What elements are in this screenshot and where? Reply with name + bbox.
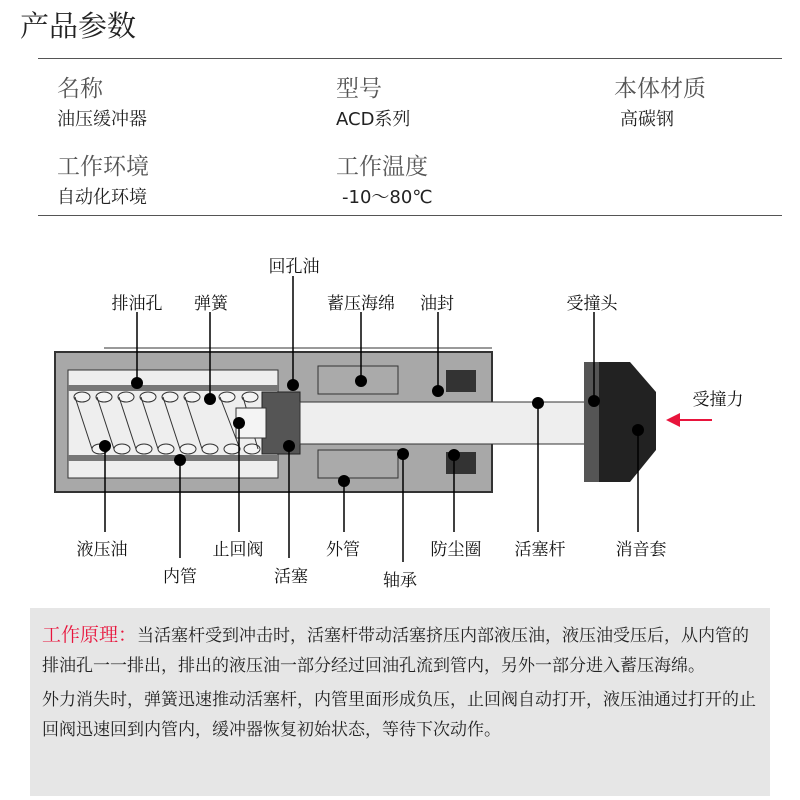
label-bearing: 轴承	[383, 571, 417, 591]
label-outer-tube: 外管	[326, 540, 360, 560]
working-principle-box	[30, 608, 770, 796]
principle-heading: 工作原理：	[42, 624, 138, 646]
label-piston: 活塞	[274, 567, 308, 587]
label-inner-tube: 内管	[163, 567, 197, 587]
label-oil-seal: 油封	[420, 294, 454, 314]
label-return-hole: 回孔油	[268, 257, 320, 277]
label-dust-ring: 防尘圈	[430, 540, 482, 560]
label-check-valve: 止回阀	[212, 540, 264, 560]
principle-text-1: 当活塞杆受到冲击时，活塞杆带动活塞挤压内部液压油，液压油受压后，从内管的排油孔一一排出，排出的液压油一部分经过回油孔流到管内，另外一部分进入蓄压海绵。	[42, 626, 750, 676]
principle-paragraph-2: 外力消失时，弹簧迅速推动活塞杆，内管里面形成负压，止回阀自动打开，液压油通过打开的止回阀迅速回到内管内，缓冲器恢复初始状态，等待下次动作。	[42, 690, 756, 740]
label-impact-head: 受撞头	[566, 294, 618, 314]
piston-rod-shape	[300, 402, 585, 444]
spec-label-environment: 工作环境	[57, 154, 149, 180]
label-silencer: 消音套	[615, 540, 667, 560]
label-drain-hole: 排油孔	[111, 294, 163, 314]
label-sponge: 蓄压海绵	[327, 294, 395, 314]
spec-label-name: 名称	[57, 76, 103, 102]
spec-value-environment: 自动化环境	[57, 187, 147, 208]
spec-label-temperature: 工作温度	[336, 154, 428, 180]
page-title: 产品参数	[20, 9, 137, 43]
spec-label-model: 型号	[336, 76, 382, 102]
label-hydraulic-oil: 液压油	[76, 540, 128, 560]
label-piston-rod: 活塞杆	[514, 540, 566, 560]
spec-value-model: ACD系列	[336, 109, 411, 130]
impact-force-arrow	[666, 413, 712, 427]
spec-value-material: 高碳钢	[620, 109, 674, 130]
spec-value-temperature: -10～80℃	[342, 187, 433, 208]
label-spring: 弹簧	[194, 294, 228, 314]
principle-paragraph-1	[30, 620, 770, 681]
spec-value-name: 油压缓冲器	[57, 109, 147, 130]
spec-label-material: 本体材质	[614, 76, 706, 102]
label-impact-force: 受撞力	[692, 390, 744, 410]
